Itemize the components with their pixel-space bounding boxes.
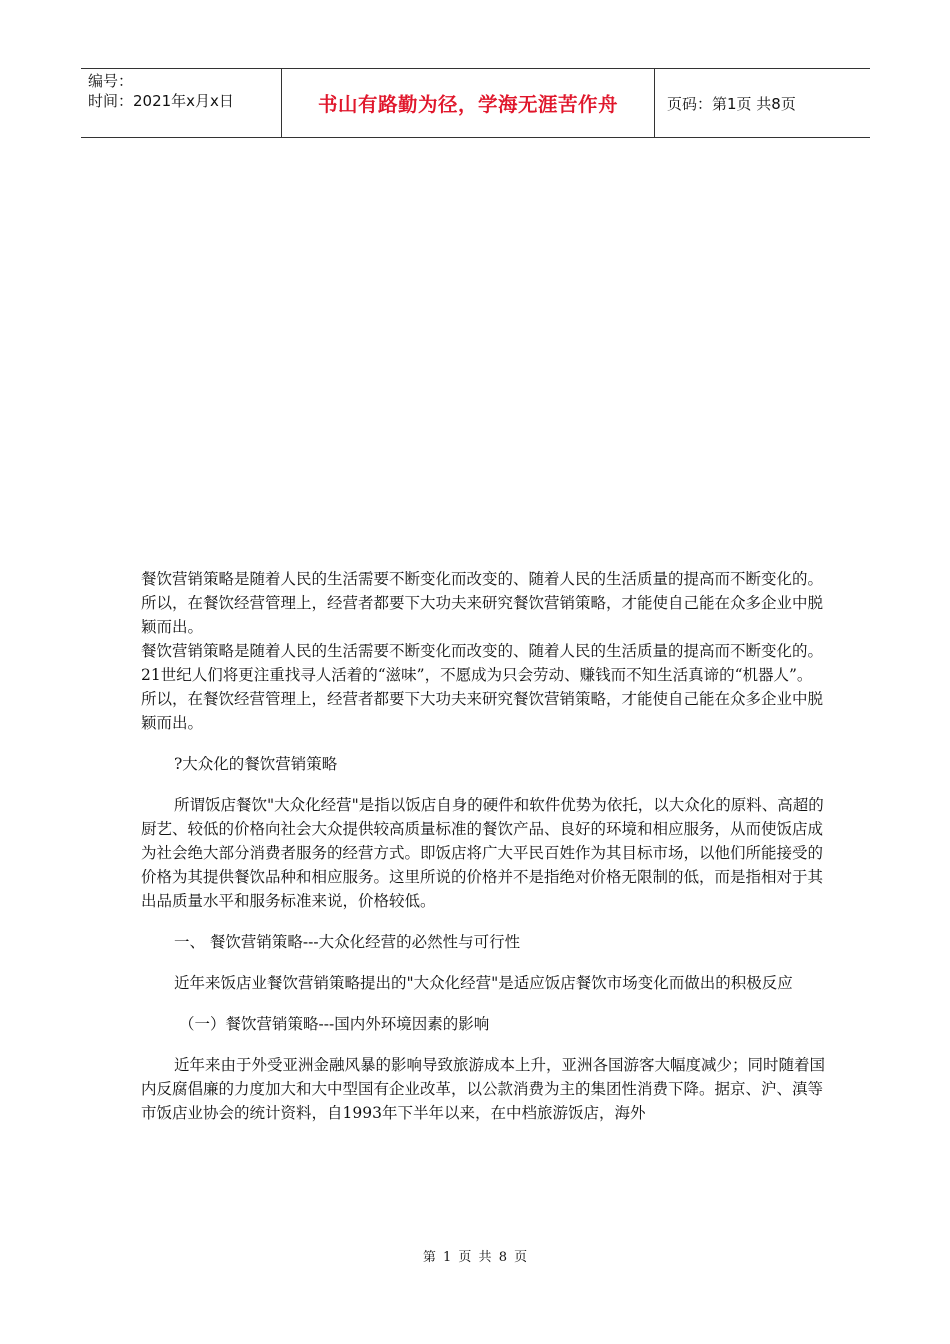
- subsection-heading-environment: （一）餐饮营销策略---国内外环境因素的影响: [179, 1015, 490, 1033]
- paragraph-intro-2: 餐饮营销策略是随着人民的生活需要不断变化而改变的、随着人民的生活质量的提高而不断变化的。21世纪人们将更注重找寻人活着的“滋味”，不愿成为只会劳动、赚钱而不知生活真谛的“机器人”。所以，在餐饮经营管理上，经营者都要下大功夫来研究餐饮营销策略，才能使自己能在众多企业中脱颖而出。: [141, 642, 824, 732]
- header-meta-cell: [81, 69, 282, 137]
- section-heading-mass-strategy: ?大众化的餐饮营销策略: [174, 755, 338, 773]
- document-header: [81, 68, 870, 138]
- paragraph-definition: 所谓饭店餐饮"大众化经营"是指以饭店自身的硬件和软件优势为依托，以大众化的原料、高超的厨艺、较低的价格向社会大众提供较高质量标准的餐饮产品、良好的环境和相应服务，从而使饭店成为社会绝大部分消费者服务的经营方式。即饭店将广大平民百姓作为其目标市场，以他们所能接受的价格为其提供餐饮品种和相应服务。这里所说的价格并不是指绝对价格无限制的低，而是指相对于其出品质量水平和服务标准来说，价格较低。: [141, 796, 824, 910]
- serial-number-label: 编号：: [88, 72, 134, 90]
- document-body: [141, 567, 825, 1125]
- paragraph-environment: 近年来由于外受亚洲金融风暴的影响导致旅游成本上升，亚洲各国游客大幅度减少；同时随着国内反腐倡廉的力度加大和大中型国有企业改革，以公款消费为主的集团性消费下降。据京、沪、滇等市饭店业协会的统计资料，自1993年下半年以来，在中档旅游饭店，海外: [141, 1056, 826, 1122]
- paragraph-intro-1: 餐饮营销策略是随着人民的生活需要不断变化而改变的、随着人民的生活质量的提高而不断变化的。所以，在餐饮经营管理上，经营者都要下大功夫来研究餐饮营销策略，才能使自己能在众多企业中脱颖而出。: [141, 570, 824, 636]
- date-label: 时间：2021年x月x日: [88, 92, 234, 110]
- page-footer: 第 1 页 共 8 页: [422, 1250, 528, 1265]
- header-motto: 书山有路勤为径，学海无涯苦作舟: [282, 69, 655, 137]
- header-page-number: 页码：第1页 共8页: [667, 94, 796, 113]
- section-heading-necessity: 一、 餐饮营销策略---大众化经营的必然性与可行性: [174, 933, 521, 951]
- paragraph-recent-years: 近年来饭店业餐饮营销策略提出的"大众化经营"是适应饭店餐饮市场变化而做出的积极反应: [174, 974, 793, 992]
